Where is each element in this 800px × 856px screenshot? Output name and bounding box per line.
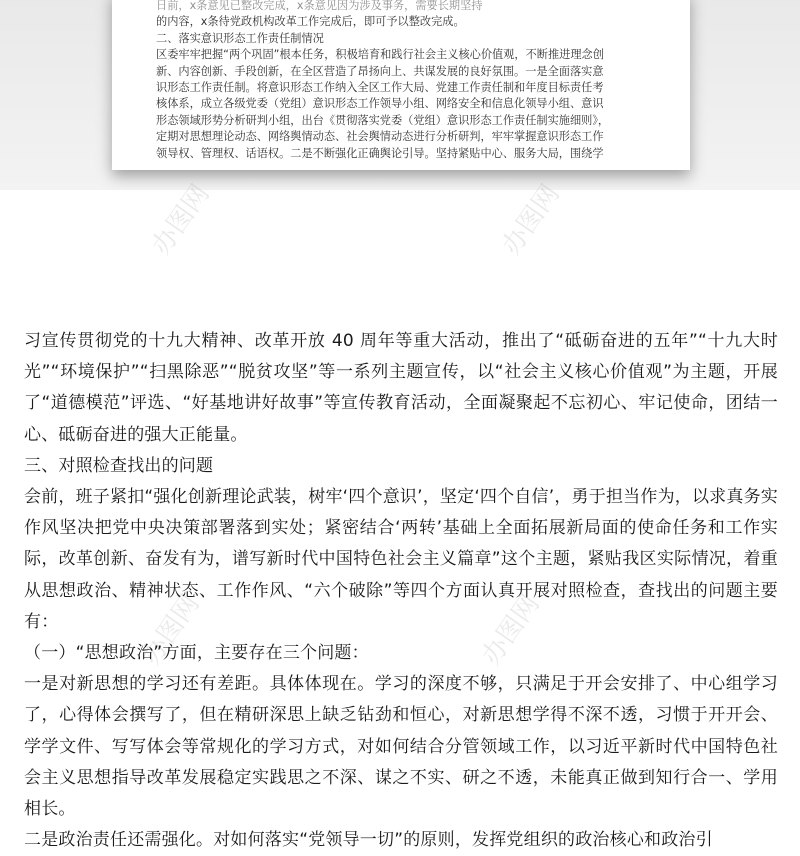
watermark: 办图网 xyxy=(496,179,566,261)
preview-line: 识形态工作责任制。将意识形态工作纳入全区工作大局、党建工作责任制和年度目标责任考 xyxy=(156,81,604,95)
preview-line: 新、内容创新、手段创新，在全区营造了昂扬向上、共谋发展的良好氛围。一是全面落实意 xyxy=(156,64,604,78)
preview-line: 二、落实意识形态工作责任制情况 xyxy=(156,31,324,45)
subsection-heading: （一）“思想政治”方面，主要存在三个问题： xyxy=(24,643,369,664)
body-paragraph: 习宣传贯彻党的十九大精神、改革开放 40 周年等重大活动，推出了“砥砺奋进的五年”“十九大时光”“环境保护”“扫黑除恶”“脱贫攻坚”等一系列主题宣传，以“社会主义核心价值观”为主题，开展了“道德模范”评选、“好基地讲好故事”等宣传教育活动，全面凝聚起不忘初心、牢记使命，团结一心、砥砺奋进的强大正能量。 xyxy=(24,331,778,445)
watermark: 办图网 xyxy=(146,179,216,261)
preview-line: 区委牢牢把握“两个巩固”根本任务，积极培育和践行社会主义核心价值观，不断推进理念创 xyxy=(156,48,604,62)
body-paragraph: 二是政治责任还需强化。对如何落实“党领导一切”的原则，发挥党组织的政治核心和政治引 xyxy=(24,830,713,851)
preview-line: 的内容，x条待党政机构改革工作完成后，即可予以整改完成。 xyxy=(156,15,465,29)
section-heading: 三、对照检查找出的问题 xyxy=(24,455,214,476)
preview-line: 日前，x条意见已整改完成，x条意见因为涉及事务，需要长期坚持 xyxy=(156,0,483,12)
watermark: 办图网 xyxy=(136,589,206,671)
preview-line: 定期对思想理论动态、网络舆情动态、社会舆情动态进行分析研判，牢牢掌握意识形态工作 xyxy=(156,130,604,144)
preview-line: 形态领域形势分析研判小组，出台《贯彻落实党委（党组）意识形态工作责任制实施细则》， xyxy=(156,113,610,127)
body-paragraph: 一是对新思想的学习还有差距。具体体现在。学习的深度不够，只满足于开会安排了、中心组学习了，心得体会撰写了，但在精研深思上缺乏钻劲和恒心，对新思想学得不深不透，习惯于开开会、学学文件、写写体会等常规化的学习方式，对如何结合分管领域工作，以习近平新时代中国特色社会主义思想指导改革发展稳定实践思之不深、谋之不实、研之不透，未能真正做到知行合一、学用相长。 xyxy=(24,674,778,820)
watermark: 办图网 xyxy=(476,589,546,671)
preview-card xyxy=(112,0,690,170)
preview-line: 核体系，成立各级党委（党组）意识形态工作领导小组、网络安全和信息化领导小组、意识 xyxy=(156,97,604,111)
document-body xyxy=(24,326,778,856)
preview-line: 领导权、管理权、话语权。二是不断强化正确舆论引导。坚持紧贴中心、服务大局，围绕学 xyxy=(156,146,604,160)
body-paragraph: 会前，班子紧扣“强化创新理论武装，树牢‘四个意识’，坚定‘四个自信’，勇于担当作为，以求真务实作风坚决把党中央决策部署落到实处；紧密结合‘两转’基础上全面拓展新局面的使命任务和工作实际，改革创新、奋发有为，谱写新时代中国特色社会主义篇章”这个主题，紧贴我区实际情况，着重从思想政治、精神状态、工作作风、“六个破除”等四个方面认真开展对照检查，查找出的问题主要有： xyxy=(24,487,778,632)
